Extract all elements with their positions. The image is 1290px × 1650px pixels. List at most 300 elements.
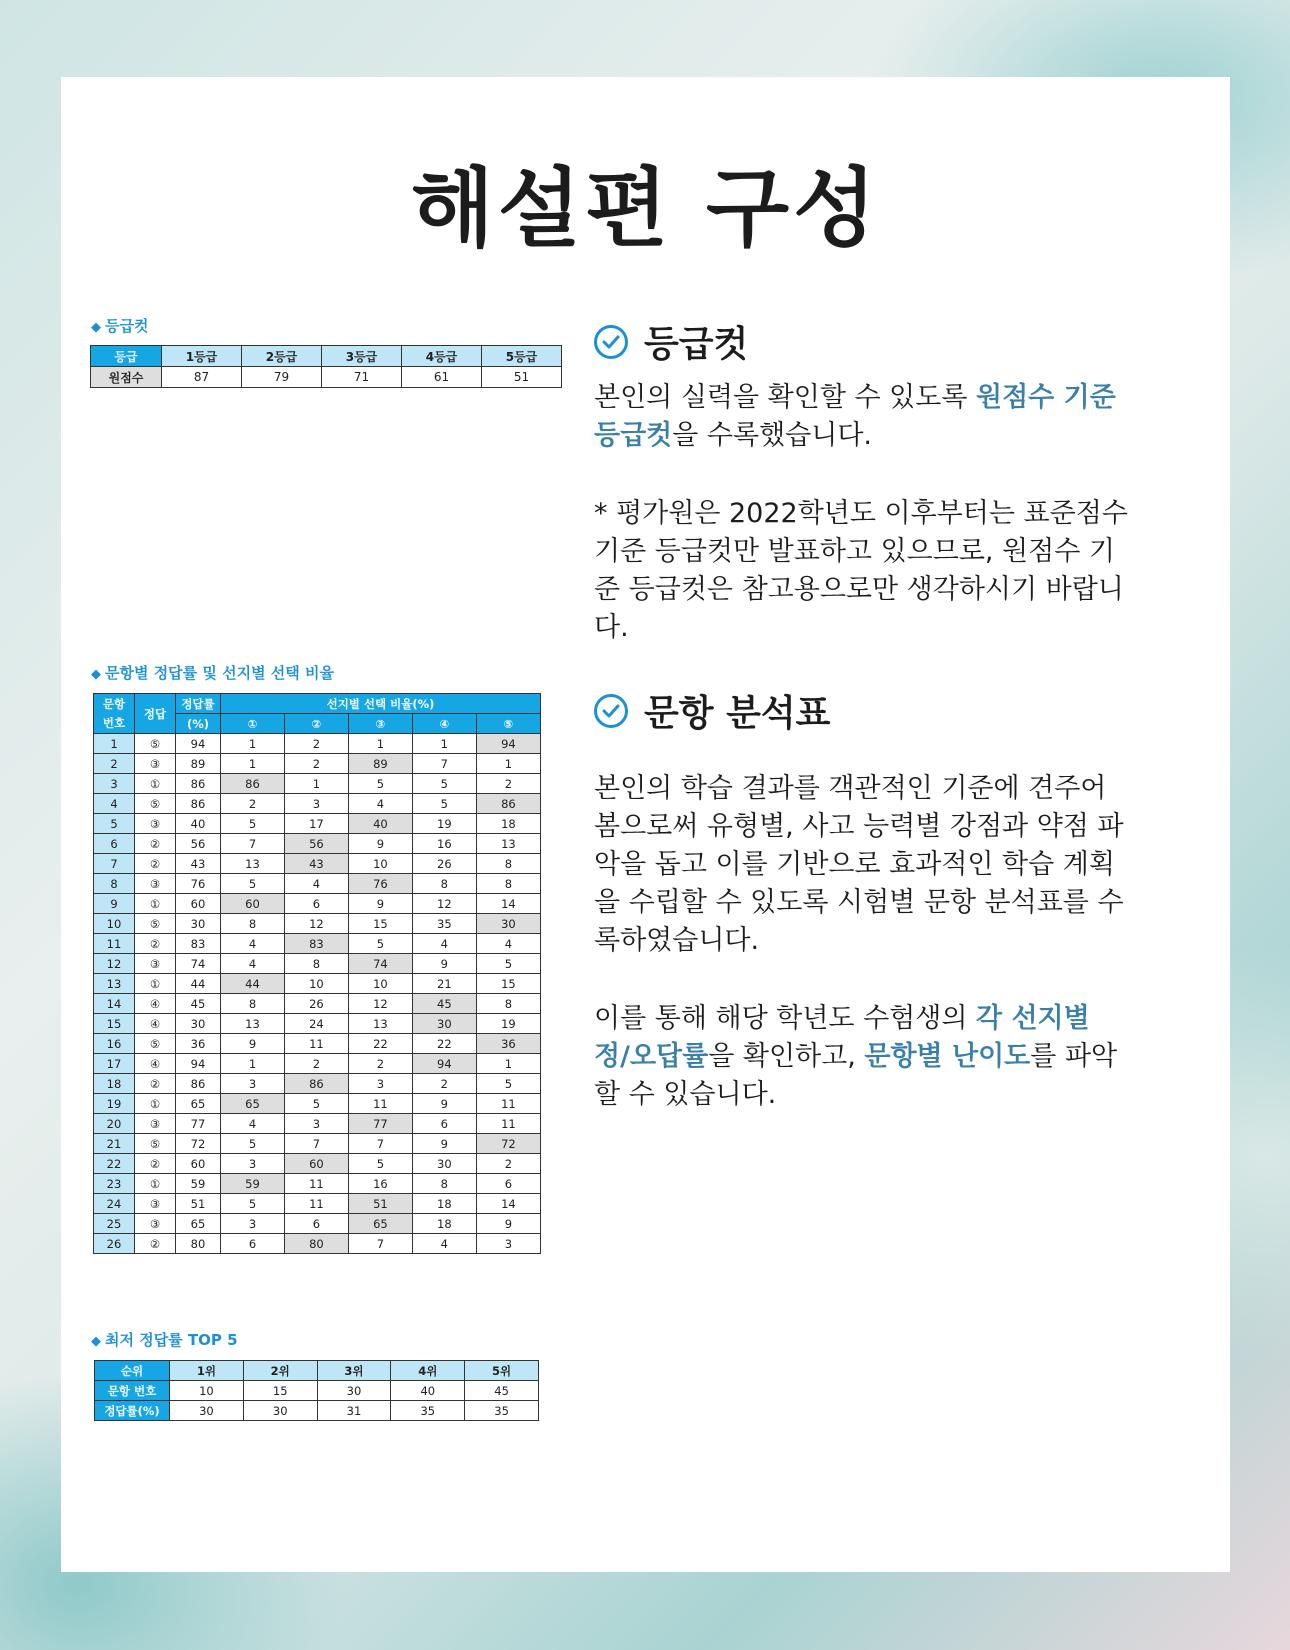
choice-header: ④ (412, 714, 476, 734)
grade-cut-value: 79 (242, 367, 322, 388)
question-number-cell: 23 (94, 1174, 135, 1194)
table-row (94, 1014, 541, 1034)
answer-cell: ② (135, 834, 176, 854)
question-number-cell: 25 (94, 1214, 135, 1234)
correct-rate-cell: 94 (176, 734, 221, 754)
highlight-text: 문항별 난이도 (864, 1041, 1031, 1072)
choice-rate-cell: 30 (476, 914, 540, 934)
choice-rate-cell: 8 (412, 1174, 476, 1194)
choice-rate-cell: 4 (221, 934, 285, 954)
choice-header: ① (221, 714, 285, 734)
choice-rate-cell: 65 (348, 1214, 412, 1234)
analysis-description-2 (594, 1000, 1134, 1114)
col-header-rate-unit: (%) (176, 714, 221, 734)
table-row (94, 794, 541, 814)
choice-rate-cell: 6 (284, 894, 348, 914)
choice-rate-cell: 5 (476, 954, 540, 974)
question-number-cell: 14 (94, 994, 135, 1014)
correct-rate-cell: 86 (176, 794, 221, 814)
choice-rate-cell: 2 (221, 794, 285, 814)
col-header-answer: 정답 (135, 694, 176, 734)
choice-rate-cell: 15 (476, 974, 540, 994)
correct-rate-cell: 60 (176, 1154, 221, 1174)
question-number-cell: 21 (94, 1134, 135, 1154)
choice-rate-cell: 4 (348, 794, 412, 814)
correct-rate-cell: 65 (176, 1214, 221, 1234)
answer-cell: ② (135, 1154, 176, 1174)
choice-rate-cell: 74 (348, 954, 412, 974)
correct-rate-cell: 36 (176, 1034, 221, 1054)
top5-cell: 40 (391, 1381, 465, 1401)
choice-rate-cell: 2 (476, 1154, 540, 1174)
choice-rate-cell: 12 (412, 894, 476, 914)
choice-rate-cell: 9 (412, 1094, 476, 1114)
correct-rate-cell: 86 (176, 774, 221, 794)
diamond-icon: ◆ (91, 1334, 101, 1349)
col-header-choice: 선지별 선택 비율(%) (221, 694, 541, 714)
correct-rate-cell: 80 (176, 1234, 221, 1254)
question-number-cell: 17 (94, 1054, 135, 1074)
choice-rate-cell: 2 (476, 774, 540, 794)
choice-rate-cell: 8 (221, 914, 285, 934)
top5-cell: 35 (465, 1401, 539, 1421)
choice-rate-cell: 65 (221, 1094, 285, 1114)
choice-rate-cell: 35 (412, 914, 476, 934)
choice-rate-cell: 51 (348, 1194, 412, 1214)
choice-rate-cell: 14 (476, 1194, 540, 1214)
top5-header: 4위 (391, 1361, 465, 1381)
answer-cell: ③ (135, 874, 176, 894)
choice-rate-cell: 3 (284, 794, 348, 814)
answer-cell: ④ (135, 994, 176, 1014)
correct-rate-cell: 94 (176, 1054, 221, 1074)
question-number-cell: 13 (94, 974, 135, 994)
question-number-cell: 15 (94, 1014, 135, 1034)
choice-rate-cell: 18 (476, 814, 540, 834)
top5-header: 순위 (95, 1361, 170, 1381)
choice-rate-cell: 26 (412, 854, 476, 874)
grade-cut-value: 71 (322, 367, 402, 388)
question-number-cell: 9 (94, 894, 135, 914)
choice-rate-cell: 6 (221, 1234, 285, 1254)
choice-rate-cell: 13 (221, 1014, 285, 1034)
grade-header: 등급 (91, 346, 162, 367)
choice-rate-cell: 11 (284, 1194, 348, 1214)
choice-rate-cell: 9 (412, 1134, 476, 1154)
question-number-cell: 4 (94, 794, 135, 814)
table-row (94, 1054, 541, 1074)
choice-rate-cell: 3 (221, 1074, 285, 1094)
choice-rate-cell: 7 (412, 754, 476, 774)
choice-rate-cell: 8 (284, 954, 348, 974)
choice-rate-cell: 45 (412, 994, 476, 1014)
choice-rate-cell: 5 (348, 1154, 412, 1174)
choice-rate-cell: 5 (348, 934, 412, 954)
top5-cell: 30 (317, 1381, 391, 1401)
question-number-cell: 18 (94, 1074, 135, 1094)
correct-rate-cell: 77 (176, 1114, 221, 1134)
correct-rate-cell: 76 (176, 874, 221, 894)
analysis-table (93, 693, 541, 1254)
answer-cell: ⑤ (135, 794, 176, 814)
choice-rate-cell: 2 (284, 734, 348, 754)
grade-cut-value: 87 (162, 367, 242, 388)
top5-header: 1위 (170, 1361, 244, 1381)
top5-cell: 31 (317, 1401, 391, 1421)
answer-cell: ⑤ (135, 914, 176, 934)
table-row (94, 1214, 541, 1234)
highlight-text: 원점수 기준 등급컷 (594, 382, 1116, 451)
text: 을 확인하고, (708, 1041, 865, 1072)
top5-label-text: 최저 정답률 TOP 5 (105, 1331, 238, 1349)
table-row (94, 934, 541, 954)
choice-rate-cell: 4 (412, 1234, 476, 1254)
choice-rate-cell: 12 (284, 914, 348, 934)
answer-cell: ③ (135, 1214, 176, 1234)
correct-rate-cell: 83 (176, 934, 221, 954)
grade-cut-note: * 평가원은 2022학년도 이후부터는 표준점수 기준 등급컷만 발표하고 있으므로, 원점수 기준 등급컷은 참고용으로만 생각하시기 바랍니다. (594, 498, 1128, 643)
top5-row-label: 정답률(%) (95, 1401, 170, 1421)
choice-rate-cell: 12 (348, 994, 412, 1014)
correct-rate-cell: 40 (176, 814, 221, 834)
choice-rate-cell: 11 (476, 1094, 540, 1114)
choice-rate-cell: 7 (348, 1134, 412, 1154)
question-number-cell: 11 (94, 934, 135, 954)
question-number-cell: 8 (94, 874, 135, 894)
table-row (94, 814, 541, 834)
table-row (94, 734, 541, 754)
choice-rate-cell: 17 (284, 814, 348, 834)
header-text: 문항 (102, 696, 126, 711)
choice-rate-cell: 8 (476, 994, 540, 1014)
correct-rate-cell: 44 (176, 974, 221, 994)
question-number-cell: 1 (94, 734, 135, 754)
choice-rate-cell: 4 (284, 874, 348, 894)
choice-header: ⑤ (476, 714, 540, 734)
table-row (94, 1234, 541, 1254)
page-title: 해설편 구성 (410, 159, 881, 259)
table-row (94, 1074, 541, 1094)
check-circle-icon (594, 325, 628, 359)
question-number-cell: 20 (94, 1114, 135, 1134)
correct-rate-cell: 89 (176, 754, 221, 774)
answer-cell: ④ (135, 1054, 176, 1074)
choice-rate-cell: 14 (476, 894, 540, 914)
choice-rate-cell: 10 (348, 974, 412, 994)
answer-cell: ① (135, 774, 176, 794)
choice-rate-cell: 19 (412, 814, 476, 834)
choice-rate-cell: 22 (412, 1034, 476, 1054)
choice-rate-cell: 2 (348, 1054, 412, 1074)
choice-rate-cell: 2 (284, 1054, 348, 1074)
choice-rate-cell: 36 (476, 1034, 540, 1054)
choice-header: ③ (348, 714, 412, 734)
question-number-cell: 26 (94, 1234, 135, 1254)
choice-rate-cell: 16 (348, 1174, 412, 1194)
choice-rate-cell: 43 (284, 854, 348, 874)
choice-rate-cell: 26 (284, 994, 348, 1014)
grade-cut-label-text: 등급컷 (105, 317, 149, 335)
grade-cut-value: 51 (482, 367, 562, 388)
choice-rate-cell: 11 (284, 1034, 348, 1054)
top5-header: 2위 (243, 1361, 317, 1381)
grade-header: 4등급 (402, 346, 482, 367)
choice-rate-cell: 13 (221, 854, 285, 874)
choice-rate-cell: 30 (412, 1154, 476, 1174)
choice-rate-cell: 11 (476, 1114, 540, 1134)
answer-cell: ⑤ (135, 1034, 176, 1054)
answer-cell: ① (135, 894, 176, 914)
choice-rate-cell: 56 (284, 834, 348, 854)
answer-cell: ③ (135, 1194, 176, 1214)
choice-rate-cell: 18 (412, 1214, 476, 1234)
choice-rate-cell: 4 (412, 934, 476, 954)
choice-rate-cell: 44 (221, 974, 285, 994)
choice-rate-cell: 6 (284, 1214, 348, 1234)
top5-cell: 30 (243, 1401, 317, 1421)
answer-cell: ⑤ (135, 1134, 176, 1154)
table-row (94, 1154, 541, 1174)
grade-header: 2등급 (242, 346, 322, 367)
choice-rate-cell: 5 (412, 794, 476, 814)
analysis-description: 본인의 학습 결과를 객관적인 기준에 견주어 봄으로써 유형별, 사고 능력별 강점과 약점 파악을 돕고 이를 기반으로 효과적인 학습 계획을 수립할 수 있도록 시험별 문항 분석표를 수록하였습니다. (594, 773, 1124, 956)
choice-rate-cell: 89 (348, 754, 412, 774)
choice-rate-cell: 9 (348, 894, 412, 914)
correct-rate-cell: 56 (176, 834, 221, 854)
choice-rate-cell: 6 (476, 1174, 540, 1194)
question-number-cell: 3 (94, 774, 135, 794)
choice-rate-cell: 94 (476, 734, 540, 754)
correct-rate-cell: 74 (176, 954, 221, 974)
table-row (94, 1034, 541, 1054)
header-text: 번호 (102, 715, 126, 730)
table-row (94, 974, 541, 994)
choice-rate-cell: 16 (412, 834, 476, 854)
question-number-cell: 2 (94, 754, 135, 774)
correct-rate-cell: 86 (176, 1074, 221, 1094)
table-row (94, 1174, 541, 1194)
table-row (94, 774, 541, 794)
choice-rate-cell: 1 (221, 1054, 285, 1074)
grade-cut-table (90, 345, 562, 388)
top5-cell: 10 (170, 1381, 244, 1401)
choice-rate-cell: 3 (476, 1234, 540, 1254)
col-header-rate: 정답률 (176, 694, 221, 714)
choice-rate-cell: 9 (348, 834, 412, 854)
choice-rate-cell: 5 (221, 814, 285, 834)
choice-rate-cell: 60 (284, 1154, 348, 1174)
table-row (94, 1094, 541, 1114)
correct-rate-cell: 30 (176, 1014, 221, 1034)
question-number-cell: 10 (94, 914, 135, 934)
diamond-icon: ◆ (91, 320, 101, 335)
table-row (94, 1194, 541, 1214)
answer-cell: ① (135, 974, 176, 994)
table-row (94, 914, 541, 934)
question-number-cell: 16 (94, 1034, 135, 1054)
answer-cell: ③ (135, 954, 176, 974)
choice-rate-cell: 13 (476, 834, 540, 854)
choice-rate-cell: 22 (348, 1034, 412, 1054)
answer-cell: ③ (135, 754, 176, 774)
choice-rate-cell: 5 (348, 774, 412, 794)
choice-rate-cell: 4 (221, 954, 285, 974)
grade-cut-description (594, 379, 1134, 455)
analysis-label-text: 문항별 정답률 및 선지별 선택 비율 (105, 664, 334, 682)
choice-rate-cell: 86 (221, 774, 285, 794)
choice-rate-cell: 9 (412, 954, 476, 974)
choice-rate-cell: 11 (284, 1174, 348, 1194)
section-grade-cut-heading (594, 316, 748, 367)
answer-cell: ③ (135, 814, 176, 834)
choice-rate-cell: 86 (476, 794, 540, 814)
text: 을 수록했습니다. (672, 420, 872, 451)
answer-cell: ① (135, 1174, 176, 1194)
section-analysis-heading (594, 685, 830, 736)
question-number-cell: 24 (94, 1194, 135, 1214)
table-row (94, 1134, 541, 1154)
choice-rate-cell: 76 (348, 874, 412, 894)
answer-cell: ⑤ (135, 734, 176, 754)
correct-rate-cell: 43 (176, 854, 221, 874)
highlight-text: 각 선지별 정/오답률 (594, 1003, 1090, 1072)
choice-rate-cell: 5 (221, 874, 285, 894)
choice-rate-cell: 40 (348, 814, 412, 834)
choice-rate-cell: 8 (476, 874, 540, 894)
question-number-cell: 7 (94, 854, 135, 874)
question-number-cell: 5 (94, 814, 135, 834)
correct-rate-cell: 72 (176, 1134, 221, 1154)
choice-rate-cell: 30 (412, 1014, 476, 1034)
choice-rate-cell: 1 (221, 734, 285, 754)
table-row (94, 874, 541, 894)
choice-rate-cell: 1 (221, 754, 285, 774)
top5-label (91, 1329, 238, 1350)
content-card (61, 77, 1230, 1572)
answer-cell: ② (135, 1074, 176, 1094)
choice-rate-cell: 5 (221, 1194, 285, 1214)
text: 를 파악할 수 있습니다. (594, 1041, 1118, 1110)
choice-rate-cell: 13 (348, 1014, 412, 1034)
choice-rate-cell: 7 (221, 834, 285, 854)
question-number-cell: 19 (94, 1094, 135, 1114)
check-circle-icon (594, 694, 628, 728)
answer-cell: ② (135, 854, 176, 874)
table-row (94, 754, 541, 774)
choice-rate-cell: 5 (284, 1094, 348, 1114)
choice-rate-cell: 1 (284, 774, 348, 794)
table-row (94, 954, 541, 974)
choice-rate-cell: 19 (476, 1014, 540, 1034)
top5-table (94, 1360, 539, 1421)
choice-rate-cell: 6 (412, 1114, 476, 1134)
correct-rate-cell: 60 (176, 894, 221, 914)
top5-header: 5위 (465, 1361, 539, 1381)
correct-rate-cell: 59 (176, 1174, 221, 1194)
table-row (94, 894, 541, 914)
table-row (94, 854, 541, 874)
choice-rate-cell: 59 (221, 1174, 285, 1194)
top5-cell: 45 (465, 1381, 539, 1401)
grade-header: 1등급 (162, 346, 242, 367)
choice-rate-cell: 7 (348, 1234, 412, 1254)
correct-rate-cell: 30 (176, 914, 221, 934)
choice-rate-cell: 4 (476, 934, 540, 954)
choice-rate-cell: 3 (221, 1154, 285, 1174)
choice-rate-cell: 5 (221, 1134, 285, 1154)
choice-rate-cell: 24 (284, 1014, 348, 1034)
choice-rate-cell: 80 (284, 1234, 348, 1254)
choice-header: ② (284, 714, 348, 734)
choice-rate-cell: 8 (476, 854, 540, 874)
text: 이를 통해 해당 학년도 수험생의 (594, 1003, 976, 1034)
choice-rate-cell: 1 (348, 734, 412, 754)
answer-cell: ② (135, 1234, 176, 1254)
analysis-label (91, 662, 334, 683)
choice-rate-cell: 94 (412, 1054, 476, 1074)
col-header-no (94, 694, 135, 734)
choice-rate-cell: 9 (221, 1034, 285, 1054)
answer-cell: ④ (135, 1014, 176, 1034)
choice-rate-cell: 10 (284, 974, 348, 994)
table-row (94, 994, 541, 1014)
top5-cell: 15 (243, 1381, 317, 1401)
top5-cell: 30 (170, 1401, 244, 1421)
choice-rate-cell: 60 (221, 894, 285, 914)
choice-rate-cell: 83 (284, 934, 348, 954)
choice-rate-cell: 3 (284, 1114, 348, 1134)
correct-rate-cell: 51 (176, 1194, 221, 1214)
choice-rate-cell: 10 (348, 854, 412, 874)
choice-rate-cell: 1 (412, 734, 476, 754)
choice-rate-cell: 3 (221, 1214, 285, 1234)
correct-rate-cell: 65 (176, 1094, 221, 1114)
grade-cut-label (91, 315, 148, 336)
question-number-cell: 12 (94, 954, 135, 974)
choice-rate-cell: 5 (412, 774, 476, 794)
choice-rate-cell: 3 (348, 1074, 412, 1094)
section-heading-text: 문항 분석표 (644, 693, 831, 734)
choice-rate-cell: 11 (348, 1094, 412, 1114)
choice-rate-cell: 4 (221, 1114, 285, 1134)
choice-rate-cell: 1 (476, 1054, 540, 1074)
top5-row-label: 문항 번호 (95, 1381, 170, 1401)
section-heading-text: 등급컷 (644, 324, 749, 365)
choice-rate-cell: 21 (412, 974, 476, 994)
choice-rate-cell: 18 (412, 1194, 476, 1214)
grade-header: 5등급 (482, 346, 562, 367)
choice-rate-cell: 77 (348, 1114, 412, 1134)
choice-rate-cell: 1 (476, 754, 540, 774)
diamond-icon: ◆ (91, 667, 101, 682)
answer-cell: ② (135, 934, 176, 954)
table-row (94, 1114, 541, 1134)
choice-rate-cell: 72 (476, 1134, 540, 1154)
raw-score-label: 원점수 (91, 367, 162, 388)
choice-rate-cell: 15 (348, 914, 412, 934)
correct-rate-cell: 45 (176, 994, 221, 1014)
table-row (94, 834, 541, 854)
question-number-cell: 22 (94, 1154, 135, 1174)
text: 본인의 실력을 확인할 수 있도록 (594, 382, 976, 413)
choice-rate-cell: 86 (284, 1074, 348, 1094)
grade-header: 3등급 (322, 346, 402, 367)
choice-rate-cell: 8 (221, 994, 285, 1014)
choice-rate-cell: 2 (284, 754, 348, 774)
choice-rate-cell: 5 (476, 1074, 540, 1094)
question-number-cell: 6 (94, 834, 135, 854)
grade-cut-value: 61 (402, 367, 482, 388)
